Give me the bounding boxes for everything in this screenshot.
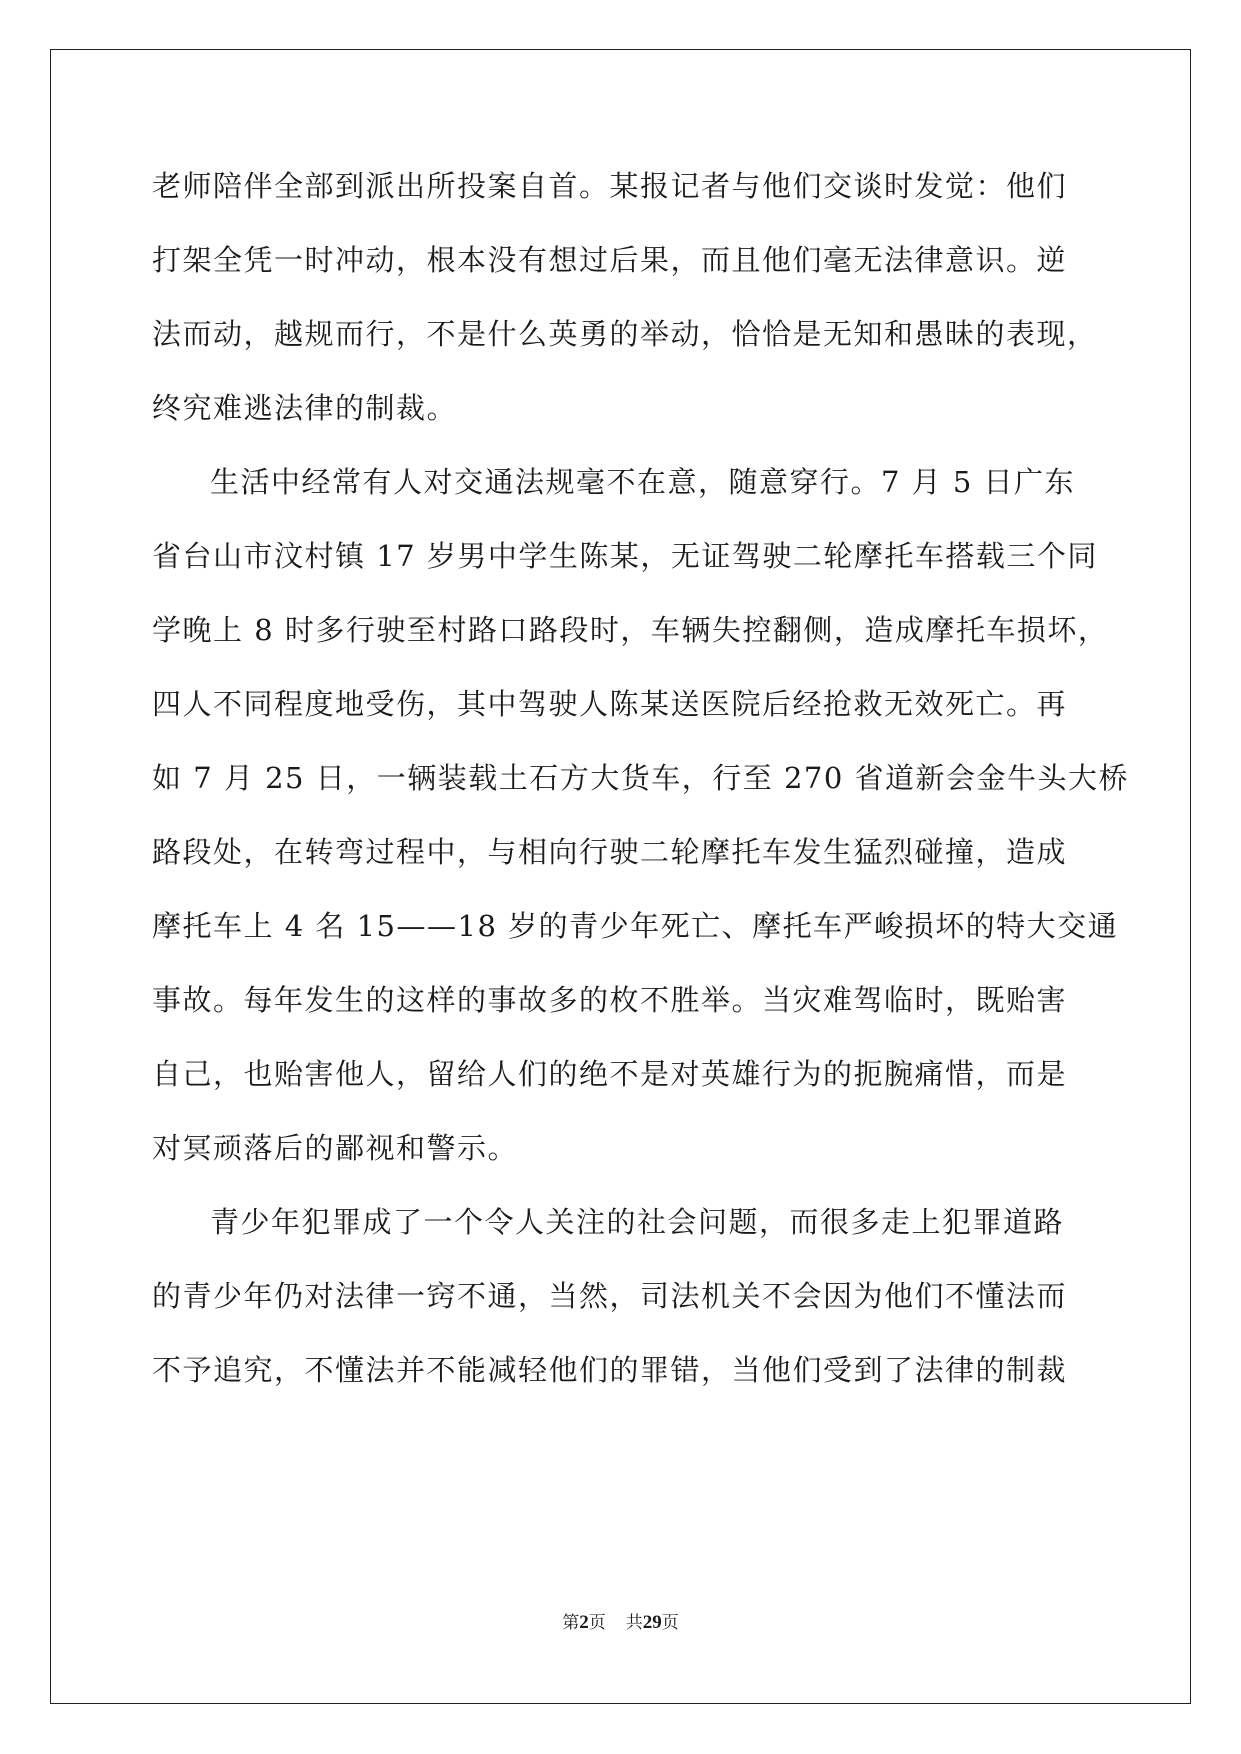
text-line: 学晚上 8 时多行驶至村路口路段时，车辆失控翻侧，造成摩托车损坏， [152,613,1109,647]
text-line: 老师陪伴全部到派出所投案自首。某报记者与他们交谈时发觉：他们 [152,169,1068,203]
text-line: 摩托车上 4 名 15——18 岁的青少年死亡、摩托车严峻损坏的特大交通 [152,909,1119,943]
text-line: 事故。每年发生的这样的事故多的枚不胜举。当灾难驾临时，既贻害 [152,983,1068,1017]
text-line: 如 7 月 25 日，一辆装载土石方大货车，行至 270 省道新会金牛头大桥 [152,761,1130,795]
text-line: 打架全凭一时冲动，根本没有想过后果，而且他们毫无法律意识。逆 [152,243,1068,277]
page-number-prefix: 第 [562,1613,580,1633]
text-line: 四人不同程度地受伤，其中驾驶人陈某送医院后经抢救无效死亡。再 [152,687,1068,721]
paragraph-first-line: 青少年犯罪成了一个令人关注的社会问题，而很多走上犯罪道路 [210,1205,1065,1239]
page-number-unit: 页 [588,1613,606,1633]
text-line: 省台山市汶村镇 17 岁男中学生陈某，无证驾驶二轮摩托车搭载三个同 [152,539,1098,573]
text-line: 自己，也贻害他人，留给人们的绝不是对英雄行为的扼腕痛惜，而是 [152,1057,1068,1091]
text-line: 不予追究，不懂法并不能减轻他们的罪错，当他们受到了法律的制裁 [152,1353,1068,1387]
paragraph-first-line: 生活中经常有人对交通法规毫不在意，随意穿行。7 月 5 日广东 [210,465,1076,499]
page-footer [0,1611,1241,1635]
text-line: 终究难逃法律的制裁。 [152,391,458,425]
page-number-current: 2 [579,1612,589,1633]
page-border [50,49,1191,1704]
text-line: 的青少年仍对法律一窍不通，当然，司法机关不会因为他们不懂法而 [152,1279,1068,1313]
text-line: 对冥顽落后的鄙视和警示。 [152,1131,519,1165]
text-line: 法而动，越规而行，不是什么英勇的举动，恰恰是无知和愚昧的表现， [152,317,1098,351]
page-number-total: 29 [642,1612,662,1633]
page-total-unit: 页 [661,1613,679,1633]
text-line: 路段处，在转弯过程中，与相向行驶二轮摩托车发生猛烈碰撞，造成 [152,835,1068,869]
page-total-prefix: 共 [625,1613,643,1633]
